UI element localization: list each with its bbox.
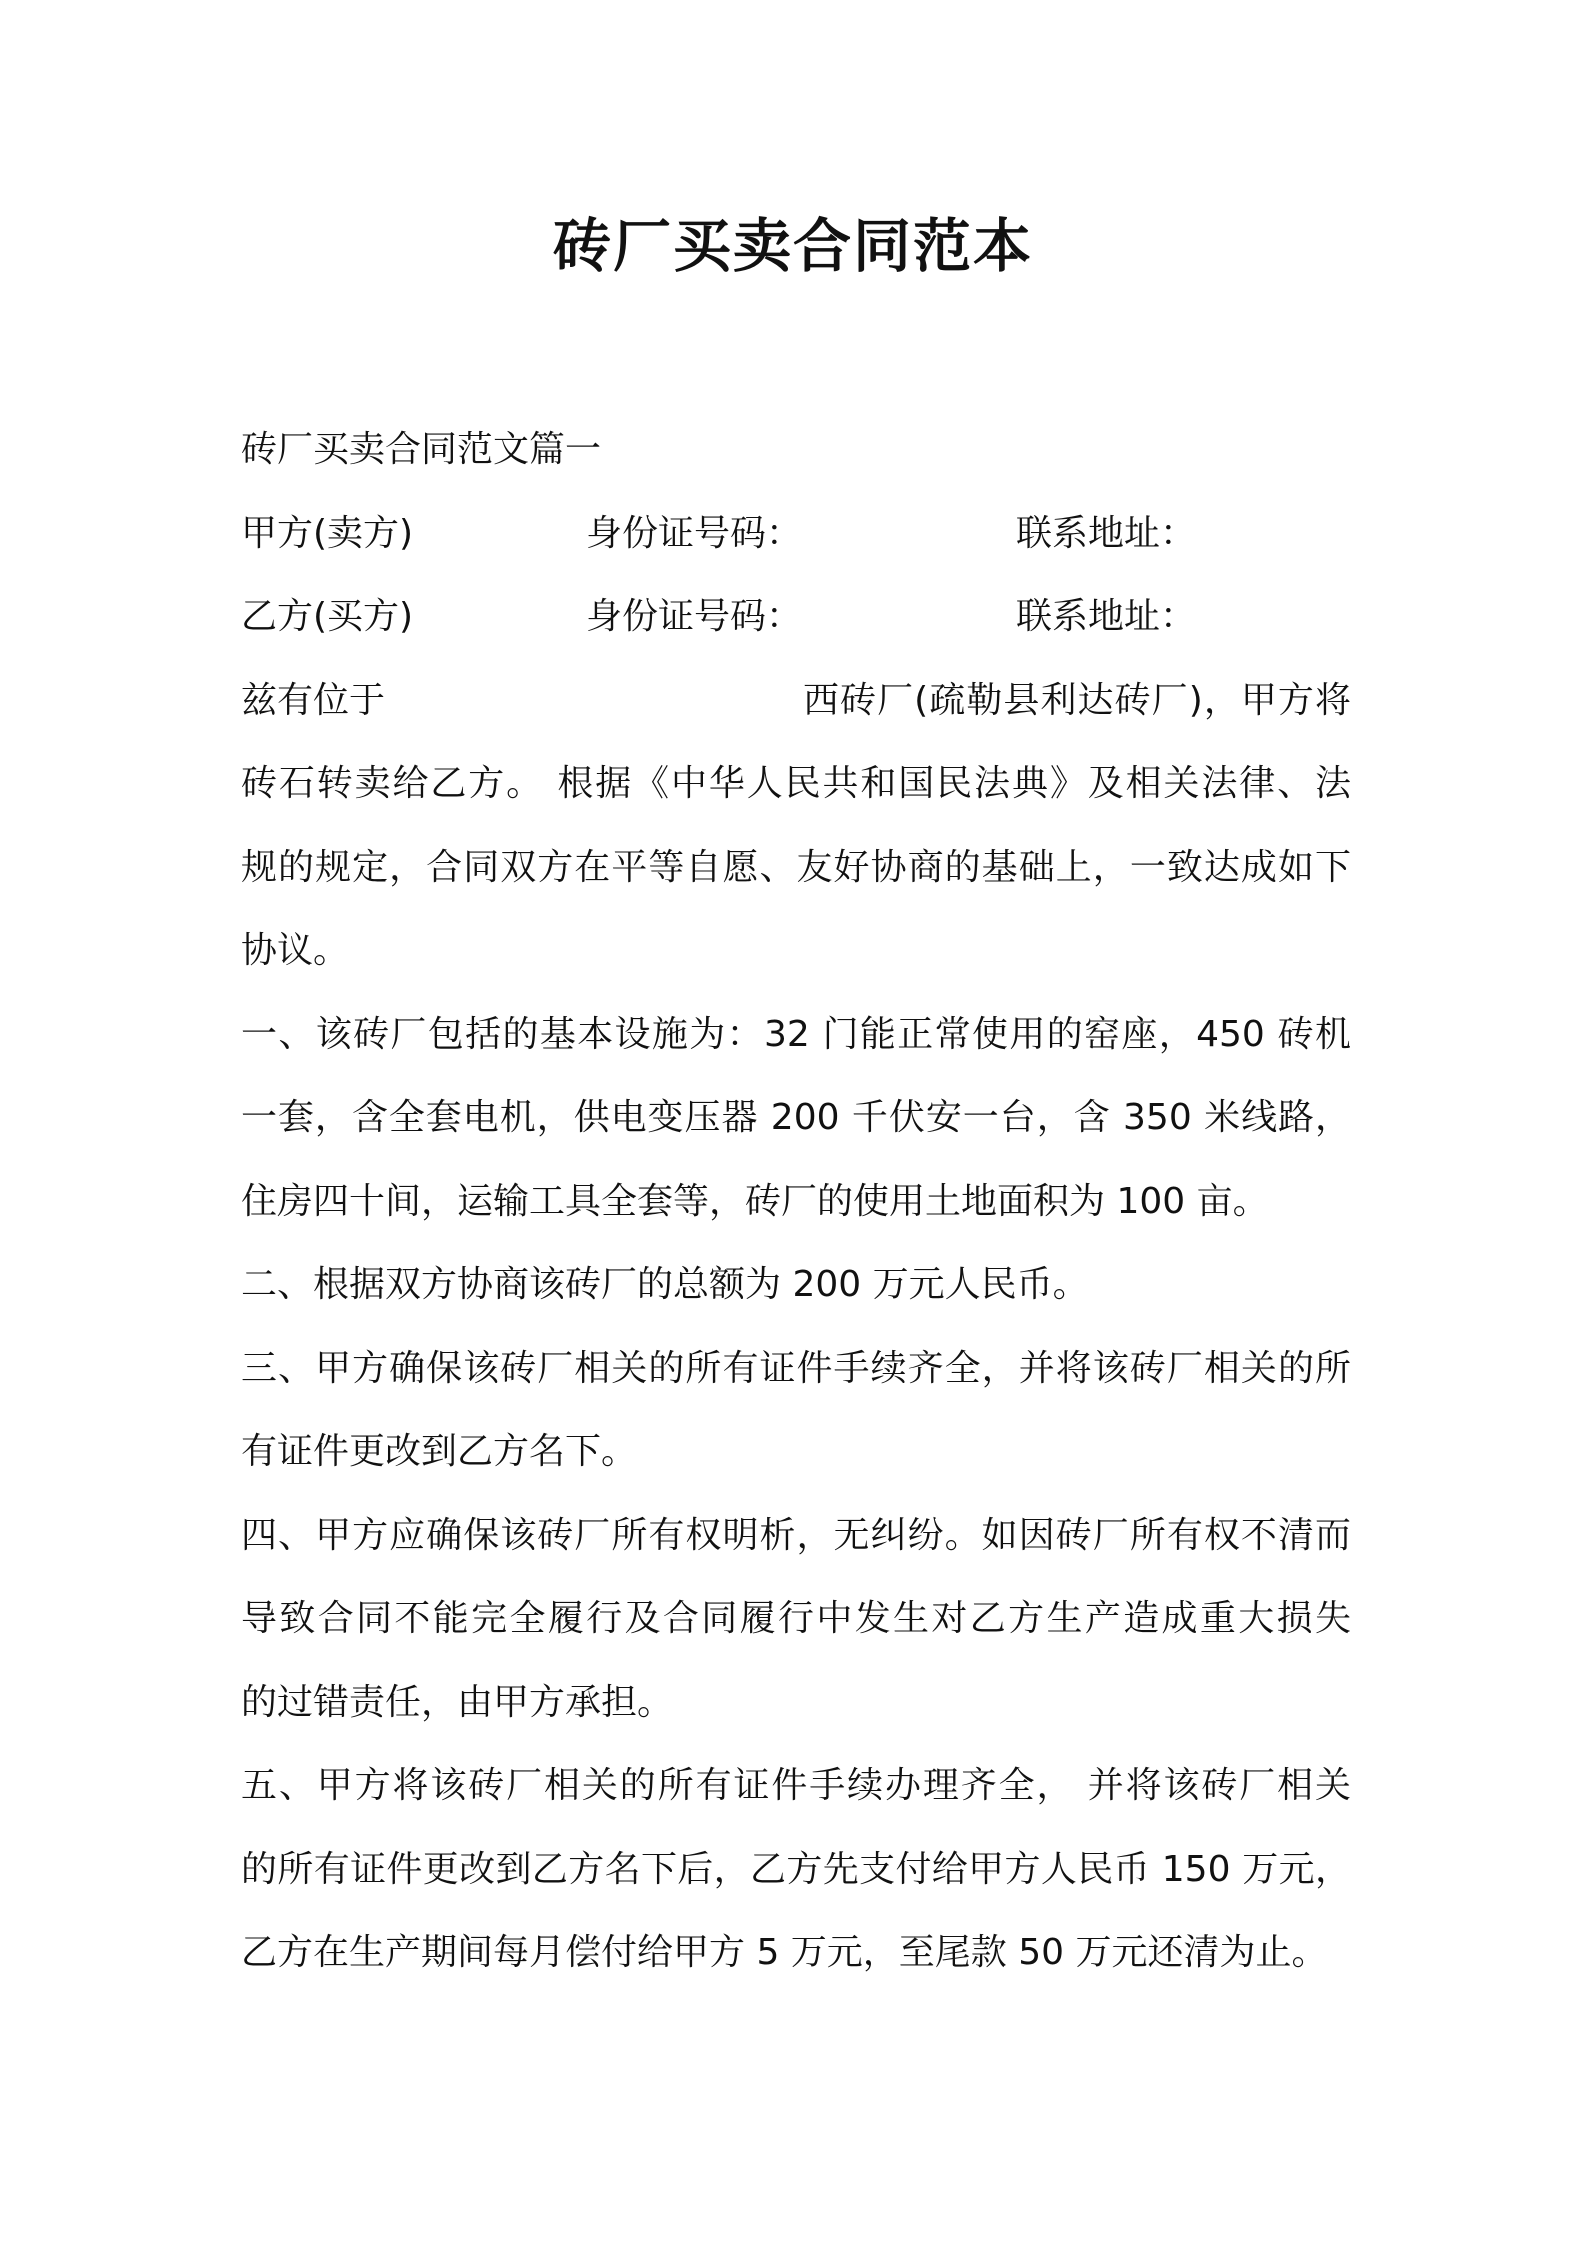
party-a-row [241, 492, 1351, 576]
clause-4-line: 导致合同不能完全履行及合同履行中发生对乙方生产造成重大损失 [241, 1598, 1351, 1639]
party-b-row [241, 575, 1351, 659]
clause-4-line: 的过错责任，由甲方承担。 [241, 1681, 674, 1723]
clause-3-line: 有证件更改到乙方名下。 [241, 1431, 638, 1472]
clause-1-line: 住房四十间，运输工具全套等，砖厂的使用土地面积为 100 亩。 [241, 1180, 1269, 1222]
clause-2-line: 二、根据双方协商该砖厂的总额为 200 万元人民币。 [241, 1264, 1089, 1305]
clause-5-line: 的所有证件更改到乙方名下后，乙方先支付给甲方人民币 150 万元， [241, 1848, 1351, 1890]
intro-line: 砖石转卖给乙方。 根据《中华人民共和国民法典》及相关法律、法 [241, 763, 1351, 804]
document-title: 砖厂买卖合同范本 [552, 212, 1033, 280]
intro-suffix: 西砖厂(疏勒县利达砖厂)，甲方将 [803, 679, 1351, 721]
document-body [241, 408, 1351, 1995]
clause-5-line: 乙方在生产期间每月偿付给甲方 5 万元，至尾款 50 万元还清为止。 [241, 1932, 1328, 1973]
section-heading: 砖厂买卖合同范文篇一 [241, 429, 602, 470]
clause-4-line: 四、甲方应确保该砖厂所有权明析，无纠纷。如因砖厂所有权不清而 [241, 1514, 1351, 1556]
clause-1-line: 一、该砖厂包括的基本设施为：32 门能正常使用的窑座，450 砖机 [241, 1013, 1351, 1055]
party-b-label: 乙方(买方) [241, 596, 414, 637]
party-b-address-label: 联系地址： [1016, 596, 1197, 637]
intro-line: 协议。 [241, 930, 350, 971]
intro-first-line [241, 659, 1351, 743]
intro-line: 规的规定，合同双方在平等自愿、友好协商的基础上，一致达成如下 [241, 846, 1351, 888]
party-a-address-label: 联系地址： [1016, 512, 1197, 554]
intro-prefix: 兹有位于 [241, 679, 386, 721]
clause-1-line: 一套，含全套电机，供电变压器 200 千伏安一台，含 350 米线路， [241, 1097, 1351, 1138]
clause-5-line: 五、甲方将该砖厂相关的所有证件手续办理齐全， 并将该砖厂相关 [241, 1765, 1351, 1806]
party-a-label: 甲方(卖方) [241, 512, 414, 554]
party-b-id-label: 身份证号码： [586, 596, 803, 637]
clause-3-line: 三、甲方确保该砖厂相关的所有证件手续齐全，并将该砖厂相关的所 [241, 1347, 1351, 1389]
party-a-id-label: 身份证号码： [586, 512, 803, 554]
